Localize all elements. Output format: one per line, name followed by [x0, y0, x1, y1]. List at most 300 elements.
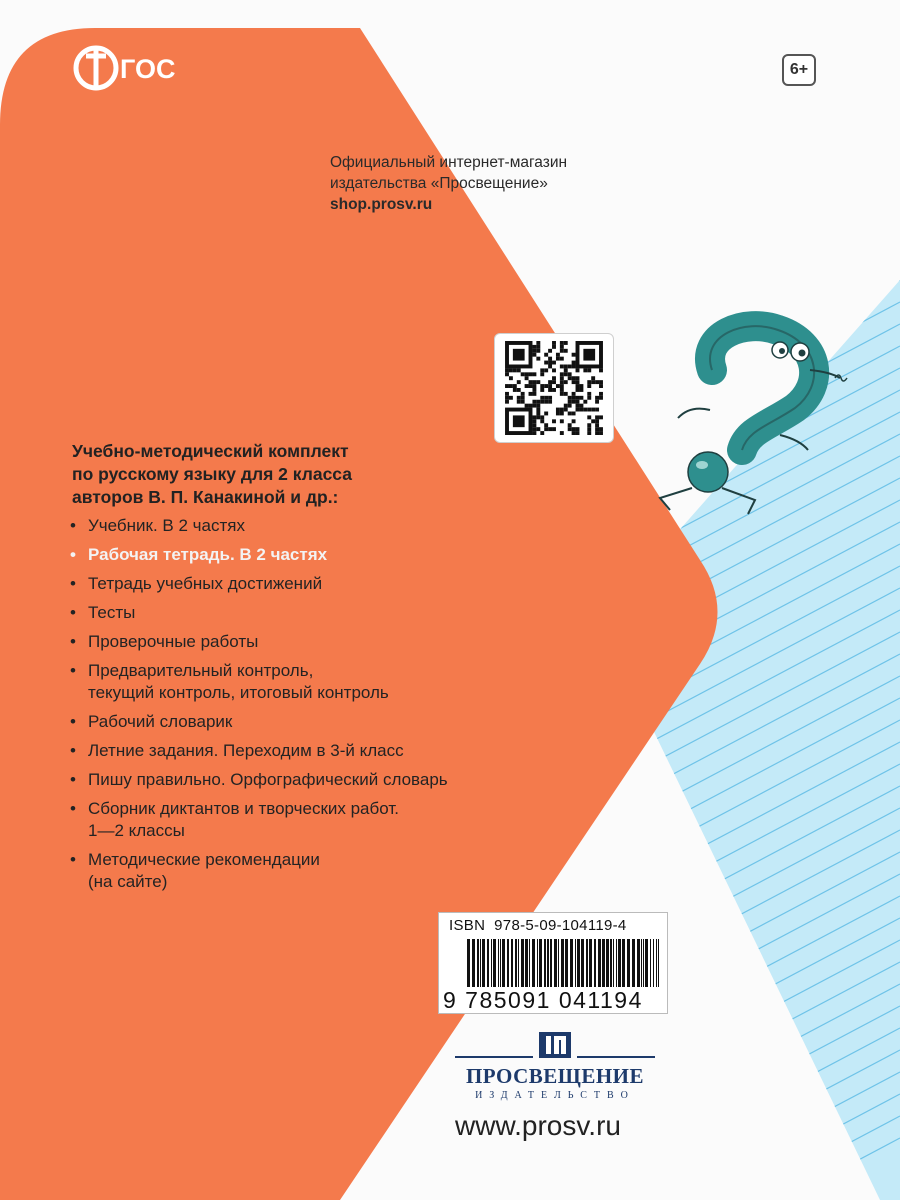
barcode-bar [550, 939, 552, 987]
qr-module [552, 368, 556, 372]
kit-item [70, 602, 590, 624]
qr-module [595, 427, 599, 431]
qr-module [591, 419, 595, 423]
qr-module [564, 349, 568, 353]
qr-module [548, 361, 552, 365]
barcode-digits: 9 785091 041194 [443, 987, 643, 1013]
qr-module [583, 368, 587, 372]
qr-module [591, 376, 595, 380]
qr-module [544, 412, 548, 416]
barcode-bar [558, 939, 559, 987]
barcode-bar [544, 939, 546, 987]
qr-module [576, 427, 580, 431]
barcode-bar [577, 939, 580, 987]
bullet: • [70, 632, 76, 651]
barcode-bar [641, 939, 642, 987]
qr-module [517, 400, 521, 404]
ruled-line [560, 1138, 900, 1200]
qr-module [591, 380, 595, 384]
qr-module [576, 404, 580, 408]
qr-module [572, 376, 576, 380]
qr-module [552, 376, 556, 380]
kit-item [70, 631, 590, 653]
ruled-line [560, 0, 900, 64]
qr-module [536, 427, 540, 431]
qr-module [587, 380, 591, 384]
barcode-bar [575, 939, 576, 987]
qr-module [564, 392, 568, 396]
barcode-bar [480, 939, 481, 987]
qr-module [556, 384, 560, 388]
bullet: • [70, 574, 76, 593]
qr-module [595, 415, 599, 419]
barcode-icon [467, 939, 663, 987]
qr-module [532, 427, 536, 431]
kit-item-text: Методические рекомендации [88, 850, 320, 869]
qr-module [552, 388, 556, 392]
qr-module [572, 419, 576, 423]
qr-module [532, 404, 536, 408]
qr-module [509, 376, 513, 380]
shop-url-link[interactable]: shop.prosv.ru [330, 196, 433, 213]
qr-module [517, 368, 521, 372]
barcode-bar [472, 939, 475, 987]
qr-module [568, 365, 572, 369]
qr-module [544, 368, 548, 372]
qr-module [572, 353, 576, 357]
qr-module [595, 431, 599, 435]
qr-module [513, 384, 517, 388]
qr-module [595, 423, 599, 427]
qr-module [564, 404, 568, 408]
qr-module [552, 427, 556, 431]
qr-module [525, 372, 529, 376]
barcode-bar [491, 939, 492, 987]
shop-line-1: Официальный интернет-магазин [330, 154, 568, 171]
barcode-bar [477, 939, 479, 987]
qr-module [556, 408, 560, 412]
barcode-bar [554, 939, 557, 987]
qr-module [548, 384, 552, 388]
qr-module [548, 357, 552, 361]
barcode-bar [602, 939, 605, 987]
qr-module [599, 415, 603, 419]
kit-title-line: Учебно-методический комплект [72, 441, 349, 461]
kit-title-line: авторов В. П. Канакиной и др.: [72, 487, 339, 507]
qr-module [599, 392, 603, 396]
qr-module [532, 388, 536, 392]
shop-info [330, 152, 650, 215]
barcode-bar [537, 939, 538, 987]
qr-module [540, 368, 544, 372]
qr-module [529, 404, 533, 408]
qr-module [532, 419, 536, 423]
publisher-rule-right [577, 1056, 655, 1058]
publisher-logo-icon [537, 1030, 573, 1060]
kit-title [72, 440, 492, 509]
qr-module [560, 384, 564, 388]
shop-line-2: издательства «Просвещение» [330, 175, 548, 192]
barcode-bar [618, 939, 621, 987]
barcode-bar [525, 939, 528, 987]
kit-item-text: 1—2 классы [88, 821, 185, 840]
qr-module [587, 368, 591, 372]
qr-module [595, 396, 599, 400]
qr-module [536, 357, 540, 361]
qr-module [544, 400, 548, 404]
qr-module [599, 396, 603, 400]
barcode-bar [467, 939, 470, 987]
qr-module [536, 345, 540, 349]
qr-module [536, 400, 540, 404]
qr-module [568, 427, 572, 431]
qr-module [591, 408, 595, 412]
qr-module [572, 431, 576, 435]
kit-item-text: Тетрадь учебных достижений [88, 574, 323, 593]
qr-module [587, 431, 591, 435]
qr-module [540, 396, 544, 400]
kit-item [70, 515, 590, 537]
qr-module [521, 396, 525, 400]
qr-module [576, 384, 580, 388]
qr-module [532, 415, 536, 419]
qr-module [564, 368, 568, 372]
ruled-line [560, 0, 900, 86]
qr-module [552, 345, 556, 349]
barcode-bar [482, 939, 485, 987]
qr-module [529, 384, 533, 388]
bullet: • [70, 850, 76, 869]
publisher-rule-left [455, 1056, 533, 1058]
qr-module [532, 384, 536, 388]
qr-module [599, 368, 603, 372]
kit-item [70, 660, 590, 704]
qr-module [572, 427, 576, 431]
barcode-bar [570, 939, 573, 987]
qr-module [583, 400, 587, 404]
kit-title-line: по русскому языку для 2 класса [72, 464, 352, 484]
qr-module [595, 400, 599, 404]
barcode-bar [498, 939, 499, 987]
qr-module [552, 419, 556, 423]
barcode-bar [515, 939, 517, 987]
ruled-line [560, 0, 900, 108]
qr-module [540, 384, 544, 388]
qr-module [576, 408, 580, 412]
qr-module [568, 376, 572, 380]
kit-item [70, 740, 590, 762]
kit-item [70, 711, 590, 733]
qr-module [532, 372, 536, 376]
qr-module [595, 380, 599, 384]
qr-module [560, 392, 564, 396]
publisher-website-link[interactable]: www.prosv.ru [455, 1110, 621, 1141]
barcode-bar [658, 939, 659, 987]
qr-module [548, 349, 552, 353]
qr-module [552, 361, 556, 365]
qr-module [548, 365, 552, 369]
barcode-bar [637, 939, 640, 987]
barcode-bar [518, 939, 519, 987]
barcode-bar [606, 939, 609, 987]
qr-module [560, 431, 564, 435]
qr-module [579, 384, 583, 388]
barcode-bar [645, 939, 648, 987]
qr-module [568, 396, 572, 400]
qr-module [509, 368, 513, 372]
qr-module [599, 427, 603, 431]
qr-module [548, 380, 552, 384]
qr-module [560, 380, 564, 384]
qr-module [505, 396, 509, 400]
qr-module [529, 380, 533, 384]
qr-module [572, 380, 576, 384]
bullet: • [70, 603, 76, 622]
barcode-bar [539, 939, 542, 987]
barcode-bar [493, 939, 496, 987]
qr-module [560, 345, 564, 349]
barcode-bar [487, 939, 489, 987]
qr-module [587, 408, 591, 412]
qr-module [572, 400, 576, 404]
qr-module [572, 396, 576, 400]
qr-module [587, 415, 591, 419]
qr-module [556, 412, 560, 416]
qr-module [536, 349, 540, 353]
qr-module [572, 361, 576, 365]
qr-module [532, 349, 536, 353]
qr-module [544, 353, 548, 357]
isbn-number: 978-5-09-104119-4 [494, 917, 627, 934]
qr-module [513, 368, 517, 372]
qr-module [544, 427, 548, 431]
qr-module [579, 408, 583, 412]
qr-module [517, 388, 521, 392]
barcode-bar [547, 939, 549, 987]
qr-module [517, 396, 521, 400]
barcode-bar [500, 939, 501, 987]
qr-module [560, 408, 564, 412]
kit-item-text: Учебник. В 2 частях [88, 516, 245, 535]
qr-module [583, 408, 587, 412]
qr-module [568, 404, 572, 408]
qr-module [509, 396, 513, 400]
barcode-bar [613, 939, 614, 987]
qr-module [572, 392, 576, 396]
qr-module [521, 392, 525, 396]
qr-module [576, 396, 580, 400]
kit-item-text: Пишу правильно. Орфографический словарь [88, 770, 448, 789]
ruled-line [560, 0, 900, 174]
qr-module [536, 380, 540, 384]
bullet: • [70, 770, 76, 789]
qr-module [599, 380, 603, 384]
kit-item-text: Рабочий словарик [88, 712, 233, 731]
kit-item-text: Летние задания. Переходим в 3-й класс [88, 741, 404, 760]
bullet: • [70, 741, 76, 760]
qr-module [536, 408, 540, 412]
qr-module [564, 365, 568, 369]
publisher-subtitle: ИЗДАТЕЛЬСТВО [475, 1090, 635, 1101]
kit-item [70, 573, 590, 595]
barcode-bar [610, 939, 612, 987]
qr-module [517, 380, 521, 384]
qr-code-icon [505, 341, 603, 435]
qr-module [560, 412, 564, 416]
qr-module [532, 345, 536, 349]
qr-module [513, 388, 517, 392]
qr-module [572, 365, 576, 369]
bullet: • [70, 799, 76, 818]
qr-module [529, 372, 533, 376]
qr-module [568, 412, 572, 416]
kit-item-text: (на сайте) [88, 872, 168, 891]
qr-module [560, 388, 564, 392]
bullet: • [70, 712, 76, 731]
qr-module [548, 400, 552, 404]
qr-module [532, 380, 536, 384]
qr-module [599, 384, 603, 388]
isbn-label [449, 917, 627, 934]
ruled-line [560, 0, 900, 130]
qr-module [521, 400, 525, 404]
qr-module [564, 380, 568, 384]
kit-item [70, 798, 590, 842]
barcode-bar [622, 939, 625, 987]
qr-module [587, 392, 591, 396]
barcode-bar [511, 939, 513, 987]
qr-module [595, 419, 599, 423]
qr-module [525, 384, 529, 388]
bullet: • [70, 545, 76, 564]
fgos-text: ГОС [120, 54, 176, 84]
qr-module [529, 392, 533, 396]
qr-module [576, 400, 580, 404]
qr-module [544, 361, 548, 365]
qr-module [536, 341, 540, 345]
barcode-bar [627, 939, 630, 987]
isbn-block [438, 912, 668, 1014]
qr-module [552, 380, 556, 384]
qr-module [556, 357, 560, 361]
qr-module [532, 353, 536, 357]
qr-module [525, 404, 529, 408]
barcode-bar [521, 939, 524, 987]
kit-item [70, 769, 590, 791]
qr-module [560, 357, 564, 361]
bullet: • [70, 516, 76, 535]
qr-module [587, 423, 591, 427]
kit-item-text: текущий контроль, итоговый контроль [88, 683, 389, 702]
qr-module [579, 388, 583, 392]
qr-module [576, 388, 580, 392]
kit-item-text: Предварительный контроль, [88, 661, 314, 680]
qr-module [595, 408, 599, 412]
qr-module [548, 427, 552, 431]
barcode-bar [532, 939, 535, 987]
qr-module [536, 404, 540, 408]
publisher-name: ПРОСВЕЩЕНИЕ [465, 1064, 645, 1088]
barcode-bar [643, 939, 644, 987]
barcode-bar [632, 939, 635, 987]
qr-module [568, 423, 572, 427]
barcode-bar [502, 939, 505, 987]
qr-module [560, 376, 564, 380]
barcode-bar [656, 939, 657, 987]
isbn-prefix: ISBN [449, 917, 486, 934]
ruled-line [560, 0, 900, 152]
qr-module [560, 365, 564, 369]
barcode-bar [589, 939, 592, 987]
qr-module [564, 341, 568, 345]
qr-module [505, 372, 509, 376]
qr-module [560, 419, 564, 423]
qr-module [532, 400, 536, 404]
qr-module [587, 396, 591, 400]
kit-item-text: Сборник диктантов и творческих работ. [88, 799, 399, 818]
kit-item [70, 849, 590, 893]
age-rating-badge: 6+ [782, 54, 816, 86]
ruled-line [560, 0, 900, 42]
qr-module [548, 396, 552, 400]
qr-module [540, 372, 544, 376]
fgos-logo-icon [70, 42, 180, 94]
qr-module [560, 341, 564, 345]
kit-item [70, 544, 590, 566]
qr-module [568, 372, 572, 376]
barcode-bar [594, 939, 596, 987]
qr-module [505, 384, 509, 388]
qr-module [509, 384, 513, 388]
qr-module [505, 368, 509, 372]
qr-module [532, 423, 536, 427]
qr-module [540, 419, 544, 423]
qr-module [576, 368, 580, 372]
barcode-bar [650, 939, 651, 987]
qr-module [599, 431, 603, 435]
barcode-bar [561, 939, 564, 987]
qr-module [552, 341, 556, 345]
qr-module [564, 408, 568, 412]
qr-module [560, 349, 564, 353]
qr-module [544, 423, 548, 427]
qr-module [532, 431, 536, 435]
qr-module [532, 392, 536, 396]
qr-module [521, 372, 525, 376]
barcode-bar [529, 939, 530, 987]
qr-module [540, 400, 544, 404]
qr-module [548, 388, 552, 392]
qr-module [505, 392, 509, 396]
qr-module [576, 380, 580, 384]
qr-module [540, 415, 544, 419]
qr-module [505, 400, 509, 404]
qr-module [556, 353, 560, 357]
barcode-bar [598, 939, 601, 987]
qr-module [544, 396, 548, 400]
kit-item-text: Рабочая тетрадь. В 2 частях [88, 545, 328, 564]
qr-module [525, 376, 529, 380]
qr-module [564, 372, 568, 376]
qr-module [572, 412, 576, 416]
qr-code[interactable] [494, 333, 614, 443]
barcode-bar [586, 939, 588, 987]
kit-item-text: Проверочные работы [88, 632, 259, 651]
barcode-bar [581, 939, 584, 987]
barcode-bar [565, 939, 568, 987]
qr-finder [513, 349, 525, 361]
bullet: • [70, 661, 76, 680]
